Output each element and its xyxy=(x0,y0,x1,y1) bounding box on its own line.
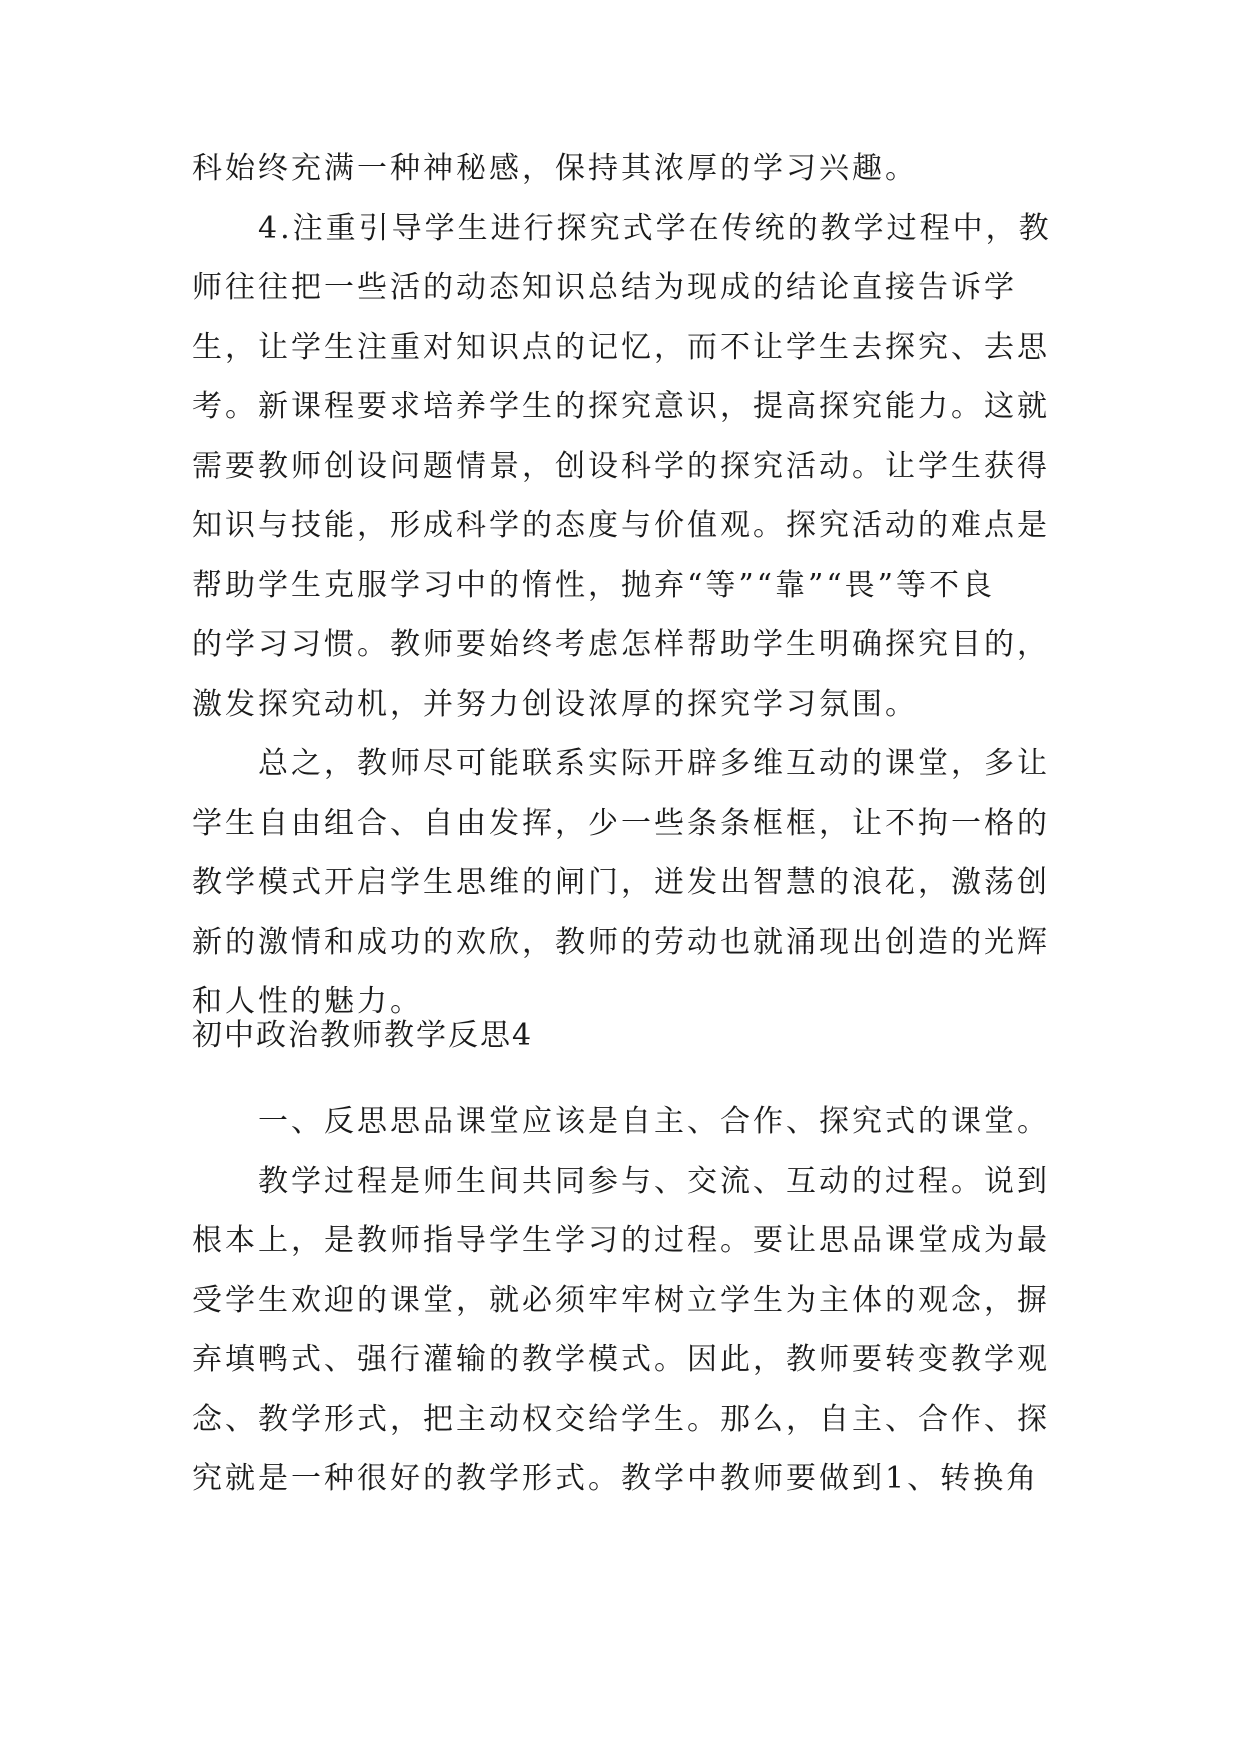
paragraph-line: 的学习习惯。教师要始终考虑怎样帮助学生明确探究目的， xyxy=(192,627,1050,662)
paragraph-line: 知识与技能，形成科学的态度与价值观。探究活动的难点是 xyxy=(192,508,1050,543)
body-text-block-2 xyxy=(192,1092,1062,1509)
body-text-block-1 xyxy=(192,139,1062,1032)
paragraph-line: 和人性的魅力。 xyxy=(192,984,423,1019)
paragraph-line: 科始终充满一种神秘感，保持其浓厚的学习兴趣。 xyxy=(192,151,918,186)
paragraph-line: 新的激情和成功的欢欣，教师的劳动也就涌现出创造的光辉 xyxy=(192,924,1050,960)
paragraph-line: 念、教学形式，把主动权交给学生。那么，自主、合作、探 xyxy=(192,1401,1050,1437)
paragraph-line: 弃填鸭式、强行灌输的教学模式。因此，教师要转变教学观 xyxy=(192,1342,1050,1377)
paragraph-line: 总之，教师尽可能联系实际开辟多维互动的课堂，多让 xyxy=(258,746,1050,781)
paragraph-line: 教学过程是师生间共同参与、交流、互动的过程。说到 xyxy=(258,1163,1050,1199)
paragraph-line: 师往往把一些活的动态知识总结为现成的结论直接告诉学 xyxy=(192,270,1017,305)
paragraph-line: 根本上，是教师指导学生学习的过程。要让思品课堂成为最 xyxy=(192,1223,1050,1258)
section-heading: 初中政治教师教学反思4 xyxy=(192,1018,534,1053)
paragraph-line: 学生自由组合、自由发挥，少一些条条框框，让不拘一格的 xyxy=(192,805,1050,841)
paragraph-line: 需要教师创设问题情景，创设科学的探究活动。让学生获得 xyxy=(192,448,1050,484)
paragraph-line: 生，让学生注重对知识点的记忆，而不让学生去探究、去思 xyxy=(192,329,1050,365)
paragraph-line: 帮助学生克服学习中的惰性，抛弃“等”“靠”“畏”等不良 xyxy=(192,567,996,603)
paragraph-line: 受学生欢迎的课堂，就必须牢牢树立学生为主体的观念，摒 xyxy=(192,1282,1050,1318)
paragraph-line: 教学模式开启学生思维的闸门，迸发出智慧的浪花，激荡创 xyxy=(192,865,1050,900)
paragraph-line: 考。新课程要求培养学生的探究意识，提高探究能力。这就 xyxy=(192,389,1050,424)
paragraph-line: 一、反思思品课堂应该是自主、合作、探究式的课堂。 xyxy=(258,1104,1050,1139)
paragraph-line: 激发探究动机，并努力创设浓厚的探究学习氛围。 xyxy=(192,686,918,722)
paragraph-line: 究就是一种很好的教学形式。教学中教师要做到1、转换角 xyxy=(192,1461,1040,1496)
paragraph-line: 4.注重引导学生进行探究式学在传统的教学过程中，教 xyxy=(258,210,1052,246)
